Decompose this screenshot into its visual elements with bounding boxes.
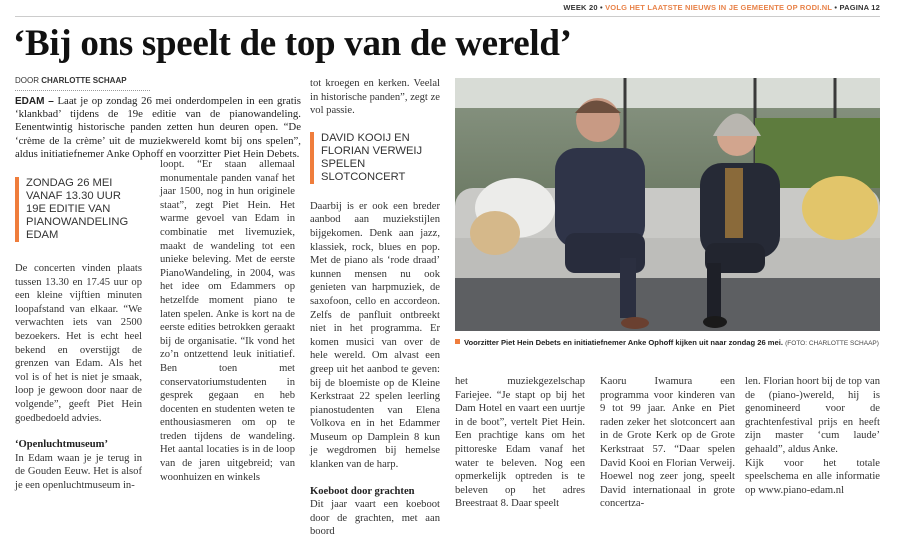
event-infobox bbox=[15, 177, 142, 242]
separator: • bbox=[599, 3, 603, 12]
photo-illustration bbox=[455, 78, 880, 331]
column-4 bbox=[455, 375, 585, 511]
infobox-line: VANAF 13.30 UUR bbox=[26, 190, 121, 202]
column-2 bbox=[160, 158, 295, 484]
caption-text: Voorzitter Piet Hein Debets en initiatiefnemer Anke Ophoff kijken uit naar zondag 26 mei. bbox=[464, 338, 783, 347]
subheading: ‘Openluchtmuseum’ bbox=[15, 439, 108, 451]
infobox-line: PIANOWANDELING bbox=[26, 216, 129, 228]
column-5 bbox=[600, 375, 735, 511]
paragraph: Dit jaar vaart een koeboot door de grachten, met aan boord bbox=[310, 499, 440, 538]
paragraph: loopt. “Er staan allemaal monumentale panden vanaf het jaar 1500, nog in hun originele staat”, zegt Piet Hein. Het warme gevoel van Edam in combinatie met livemuziek, maakt de wandeling tot een unieke beleving. Met de eerste PianoWandeling, in 2004, was het idee om Edammers op hetzelfde moment piano te laten spelen. Anke is kort na de eerste edities betrokken geraakt bij de organisatie. “Ik vond het zo’n ontzettend leuk initiatief. Ben toen met conservatoriumstudenten in gesprek gegaan en heb docenten en studenten weten te enthousiasmeren om op te treden tijdens de wandeling. Het aantal locaties is in de loop van de jaren uitgebreid; van woonhuizen en winkels bbox=[160, 159, 295, 483]
byline-divider bbox=[15, 90, 150, 91]
column-1 bbox=[15, 177, 142, 493]
infobox-line: ZONDAG 26 MEI bbox=[26, 177, 113, 189]
infobox-line: DAVID KOOIJ EN bbox=[321, 131, 410, 144]
separator: • bbox=[834, 3, 838, 12]
header-divider bbox=[15, 16, 880, 17]
column-3 bbox=[310, 77, 440, 539]
article-photo bbox=[455, 78, 880, 331]
header-tagline: VOLG HET LAATSTE NIEUWS IN JE GEMEENTE OP RODI.NL bbox=[605, 3, 833, 12]
caption-bullet-icon bbox=[455, 339, 460, 344]
photo-credit: (FOTO: CHARLOTTE SCHAAP) bbox=[785, 340, 879, 347]
paragraph: In Edam waan je je terug in de Gouden Eeuw. Het is alsof je een openluchtmuseum in- bbox=[15, 452, 142, 491]
paragraph: het muziekgezelschap Fariejee. “Je stapt op bij het Dam Hotel en vaart een uurtje in de boot”, vertelt Piet Hein. Een prachtige kans om het pittoreske Edam vanaf het water te beleven. Nog een opmerkelijk optreden is te beleven op het adres Breestraat 8. Daar speelt bbox=[455, 376, 585, 510]
article-title: ‘Bij ons speelt de top van de wereld’ bbox=[13, 23, 572, 64]
infobox-line: EDAM bbox=[26, 229, 59, 241]
page-number: PAGINA 12 bbox=[839, 3, 880, 12]
subheading: Koeboot door grachten bbox=[310, 485, 415, 497]
paragraph: Kijk voor het totale speelschema en alle informatie op www.piano-edam.nl bbox=[745, 457, 880, 496]
slotconcert-infobox bbox=[310, 132, 440, 184]
page-header bbox=[300, 3, 880, 12]
paragraph: Daarbij is er ook een breder aanbod aan muziekstijlen bijgekomen. Denk aan jazz, klassiek, rock, blues en pop. Met de piano als ‘rode draad’ kunnen mensen nu ook genieten van harpmuziek, de saxofoon, cello en accordeon. Zelfs de panfluit ontbreekt niet in het programma. Er komen musici van over de hele wereld. Om alvast een greep uit het aanbod te geven: bij de bloemiste op de Kleine Kerkstraat 22 spelen leerling pianostudenten van Elena Volkova en in het Edammer Museum op Damplein 8 kun je wegdromen bij hemelse klanken van de harp. bbox=[310, 200, 440, 471]
infobox-line: SPELEN SLOTCONCERT bbox=[321, 157, 406, 183]
intro-text: Laat je op zondag 26 mei onderdompelen in een gratis ‘klankbad’ tijdens de 19e editie van de pianowandeling. Eenentwintig historische panden zetten hun deuren open. “De ‘crème de la crème’ uit de muziekwereld komt bij ons spelen”, aldus initiatiefnemer Anke Ophoff en voorzitter Piet Hein Debets. bbox=[15, 95, 301, 160]
dateline: EDAM – bbox=[15, 96, 54, 107]
paragraph: len. Florian hoort bij de top van de (piano-)wereld, hij is genomineerd voor de grachtenfestival prijs en heeft zijn master ‘cum laude’ gehaald”, aldus Anke. bbox=[745, 376, 880, 455]
photo-caption bbox=[455, 337, 885, 349]
article-intro bbox=[15, 95, 301, 161]
week-label: WEEK 20 bbox=[563, 3, 598, 12]
infobox-line: 19E EDITIE VAN bbox=[26, 203, 111, 215]
byline bbox=[15, 76, 127, 85]
column-6 bbox=[745, 375, 880, 497]
paragraph: Kaoru Iwamura een programma voor kinderen van 9 tot 99 jaar. Anke en Piet raden zeker het slotconcert aan in de Grote Kerk op de Grote Kerkstraat 57. “Daar spelen David Kooi en Florian Verweij. Hoewel nog zeer jong, speelt David internationaal in grote concertza- bbox=[600, 376, 735, 510]
byline-author: CHARLOTTE SCHAAP bbox=[41, 76, 127, 85]
paragraph: De concerten vinden plaats tussen 13.30 en 17.45 uur op een kleine vijftien minuten loopafstand van elkaar. “We verwachten iets van 2500 bezoekers. Het is echt heel bekend en overstijgt de grenzen van Edam. Als het vol is of het is niet je smaak, loop je gewoon door naar de volgende”, geeft Piet Hein goedbedoeld advies. bbox=[15, 263, 142, 424]
byline-prefix: DOOR bbox=[15, 76, 39, 85]
infobox-line: FLORIAN VERWEIJ bbox=[321, 144, 423, 157]
paragraph: tot kroegen en kerken. Veelal in historische panden”, zegt ze vol passie. bbox=[310, 78, 440, 117]
